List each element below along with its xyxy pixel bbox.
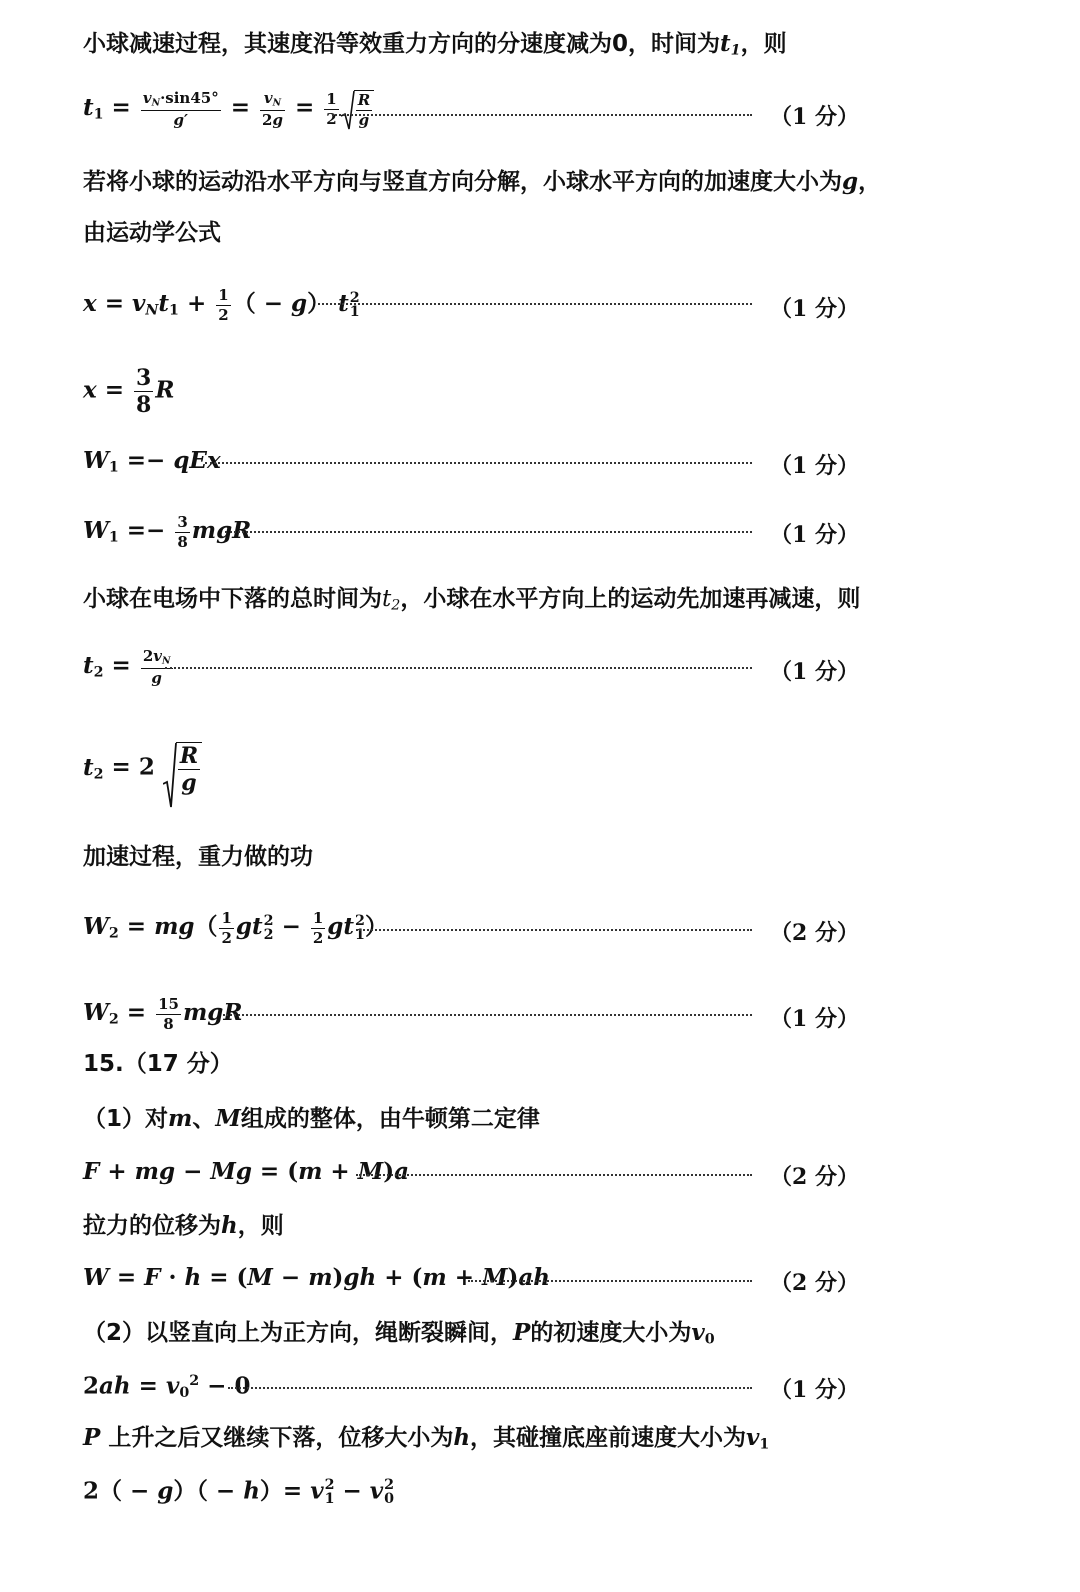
equation-newton: F + mg − Mg = (m + M)a bbox=[83, 1158, 409, 1185]
text-line-15: （1）对m、M组成的整体，由牛顿第二定律 bbox=[83, 1105, 540, 1132]
equation-w1-result: $W_1$ =− $\frac{3}{8}$ mgR bbox=[83, 513, 252, 551]
var-t1: $t_1$ bbox=[720, 30, 741, 59]
equation-x: $x = v_Nt_1$ + $\frac{1}{2}$ （ − g） t 2 1 bbox=[83, 286, 360, 324]
score-badge: （1 分） bbox=[770, 104, 859, 130]
score-badge: （1 分） bbox=[770, 296, 859, 322]
equation-w1: $W_1$ =− qEx bbox=[83, 447, 221, 476]
score-badge: （1 分） bbox=[770, 522, 859, 548]
score-badge: （1 分） bbox=[770, 1006, 859, 1032]
equation-kinematics-2: 2（ − g）（ − h）= v 2 1 − v 2 0 bbox=[83, 1477, 395, 1508]
score-badge: （2 分） bbox=[770, 1164, 859, 1190]
question-heading: 15.（17 分） bbox=[83, 1051, 233, 1077]
leader-dots bbox=[332, 114, 752, 116]
score-badge: （1 分） bbox=[770, 659, 859, 685]
equation-w2: $W_2 = mg$（ $\frac{1}{2}$ gt 2 2 − $\frac{1}{2}$ gt 2 1 ） bbox=[83, 909, 388, 947]
score-badge: （2 分） bbox=[770, 1270, 859, 1296]
sqrt-symbol: $\frac{R}{g}$ bbox=[341, 90, 374, 128]
leader-dots bbox=[228, 1387, 752, 1389]
equation-t2-result: $t_2 = 2$ $\frac{R}{g}$ bbox=[83, 742, 202, 795]
equation-work: W = F · h = (M − m)gh + (m + M)ah bbox=[83, 1264, 551, 1291]
equation-t1: $t_1$ = $\frac{v_N\cdot\sin 45^\circ}{g'}$ = $\frac{v_N}{2g}$ = $\frac{1}{2}$ $\frac{R}{g}$ bbox=[83, 90, 374, 128]
text-line-8: 小球在电场中下落的总时间为$t_2$，小球在水平方向上的运动先加速再减速，则 bbox=[83, 586, 861, 614]
leader-dots bbox=[165, 667, 752, 669]
score-badge: （1 分） bbox=[770, 453, 859, 479]
leader-dots bbox=[205, 462, 752, 464]
score-badge: （1 分） bbox=[770, 1377, 859, 1403]
sqrt-symbol: $\frac{R}{g}$ bbox=[163, 742, 202, 795]
text-line-21: P 上升之后又继续下落，位移大小为h，其碰撞底座前速度大小为$v_1$ bbox=[83, 1424, 770, 1453]
equation-t2: $t_2$ = $\frac{2v_N}{g}$ bbox=[83, 647, 171, 687]
equation-x-result: x = $\frac{3}{8}$ R bbox=[83, 365, 175, 419]
text-line-2: 若将小球的运动沿水平方向与竖直方向分解，小球水平方向的加速度大小为g， bbox=[83, 168, 882, 195]
equation-w2-result: $W_2$ = $\frac{15}{8}$ mgR bbox=[83, 995, 243, 1033]
score-badge: （2 分） bbox=[770, 920, 859, 946]
text-line-17: 拉力的位移为h，则 bbox=[83, 1212, 284, 1239]
leader-dots bbox=[318, 303, 752, 305]
leader-dots bbox=[356, 929, 752, 931]
leader-dots bbox=[356, 1174, 752, 1176]
text-line-1: 小球减速过程，其速度沿等效重力方向的分速度减为0，时间为$t_1$，则 bbox=[83, 30, 787, 59]
text-line-19: （2）以竖直向上为正方向，绳断裂瞬间，P的初速度大小为$v_0$ bbox=[83, 1319, 715, 1348]
leader-dots bbox=[225, 531, 752, 533]
text-line-11: 加速过程，重力做的功 bbox=[83, 844, 313, 870]
leader-dots bbox=[468, 1280, 752, 1282]
text-line-3: 由运动学公式 bbox=[83, 220, 221, 246]
leader-dots bbox=[223, 1014, 752, 1016]
equation-kinematics-1: $2ah = v_0^2 - 0$ bbox=[83, 1372, 251, 1402]
